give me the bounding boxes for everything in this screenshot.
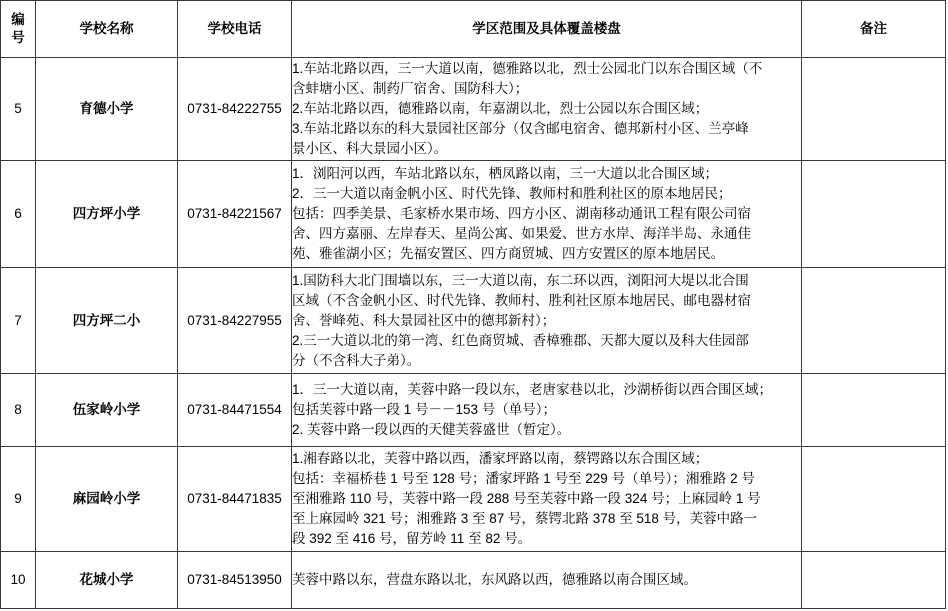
table-row (1, 58, 946, 161)
table-row (1, 268, 946, 374)
school-name: 花城小学 (36, 552, 178, 609)
scope-line: 至上麻园岭 321 号；湘雅路 3 至 87 号，蔡锷北路 378 至 518 号，芙蓉中路一 (292, 511, 758, 526)
scope-line: 1.国防科大北门围墙以东，三一大道以南，东二环以西，浏阳河大堤以北合围 (292, 272, 749, 288)
scope-line: 2. 芙蓉中路一段以西的天健芙蓉盛世（暂定）。 (292, 422, 571, 437)
scope-line: 1．浏阳河以西，车站北路以东，栖凤路以南，三一大道以北合围区域； (292, 166, 719, 181)
table-row (1, 552, 946, 609)
district-scope (292, 374, 802, 447)
row-number: 5 (1, 58, 36, 161)
remark (802, 374, 946, 447)
header-school-name: 学校名称 (36, 1, 178, 58)
remark (802, 447, 946, 552)
scope-line: 2.三一大道以北的第一湾、红色商贸城、香樟雅郡、天都大厦以及科大佳园部 (292, 332, 749, 348)
row-number: 9 (1, 447, 36, 552)
scope-line: 1.车站北路以西，三一大道以南，德雅路以北，烈士公园北门以东合围区域（不 (292, 61, 763, 76)
school-phone: 0731-84222755 (178, 58, 292, 161)
school-phone: 0731-84471835 (178, 447, 292, 552)
school-name: 四方坪小学 (36, 161, 178, 268)
scope-line: 景小区、科大景园小区）。 (292, 141, 448, 156)
table-row (1, 447, 946, 552)
scope-line: 包括芙蓉中路一段 1 号－－153 号（单号）； (292, 402, 557, 417)
header-school-phone: 学校电话 (178, 1, 292, 58)
header-number: 编号 (1, 1, 36, 58)
school-phone: 0731-84227955 (178, 268, 292, 374)
scope-line: 至湘雅路 110 号，芙蓉中路一段 288 号至芙蓉中路一段 324 号；上麻园岭 1 号 (292, 491, 761, 506)
row-number: 10 (1, 552, 36, 609)
district-scope (292, 447, 802, 552)
remark (802, 552, 946, 609)
table-header-row (1, 1, 946, 58)
scope-line: 段 392 至 416 号，留芳岭 11 至 82 号。 (292, 531, 532, 546)
scope-line: 2．三一大道以南金帆小区、时代先锋、教师村和胜利社区的原本地居民； (292, 186, 732, 201)
school-phone: 0731-84221567 (178, 161, 292, 268)
school-phone: 0731-84471554 (178, 374, 292, 447)
school-name: 伍家岭小学 (36, 374, 178, 447)
header-remark: 备注 (802, 1, 946, 58)
school-name: 育德小学 (36, 58, 178, 161)
scope-line: 舍、四方嘉丽、左岸春天、星尚公寓、如果爱、世方水岸、海洋半岛、永通佳 (292, 226, 751, 241)
school-name: 四方坪二小 (36, 268, 178, 374)
scope-line: 包括：幸福桥巷 1 号至 128 号；潘家坪路 1 号至 229 号（单号）；湘雅路 2 号 (292, 471, 755, 486)
scope-line: 分（不含科大子弟）。 (292, 352, 421, 368)
scope-line: 3.车站北路以东的科大景园社区部分（仅含邮电宿舍、德邦新村小区、兰亭峰 (292, 121, 749, 136)
scope-line: 苑、雅雀湖小区；先福安置区、四方商贸城、四方安置区的原本地居民。 (292, 246, 724, 261)
remark (802, 58, 946, 161)
scope-line: 1.湘春路以北，芙蓉中路以西，潘家坪路以南，蔡锷路以东合围区域； (292, 451, 709, 466)
scope-line: 包括：四季美景、毛家桥水果市场、四方小区、湖南移动通讯工程有限公司宿 (292, 206, 751, 221)
district-scope (292, 552, 802, 609)
table-row (1, 161, 946, 268)
school-name: 麻园岭小学 (36, 447, 178, 552)
scope-line: 2.车站北路以西，德雅路以南，年嘉湖以北，烈士公园以东合围区域； (292, 101, 709, 116)
district-scope (292, 268, 802, 374)
table-row (1, 374, 946, 447)
row-number: 6 (1, 161, 36, 268)
scope-line: 芙蓉中路以东，营盘东路以北，东风路以西，德雅路以南合围区域。 (292, 572, 697, 587)
scope-line: 1．三一大道以南，芙蓉中路一段以东，老唐家巷以北，沙湖桥街以西合围区域； (292, 382, 773, 397)
remark (802, 161, 946, 268)
header-district-scope: 学区范围及具体覆盖楼盘 (292, 1, 802, 58)
scope-line: 舍、誉峰苑、科大景园社区中的德邦新村）； (292, 312, 556, 328)
district-scope (292, 58, 802, 161)
scope-line: 含蚌塘小区、制药厂宿舍、国防科大）； (292, 81, 529, 96)
row-number: 8 (1, 374, 36, 447)
district-scope (292, 161, 802, 268)
scope-line: 区域（不含金帆小区、时代先锋、教师村、胜利社区原本地居民、邮电器材宿 (292, 292, 751, 308)
school-phone: 0731-84513950 (178, 552, 292, 609)
remark (802, 268, 946, 374)
row-number: 7 (1, 268, 36, 374)
